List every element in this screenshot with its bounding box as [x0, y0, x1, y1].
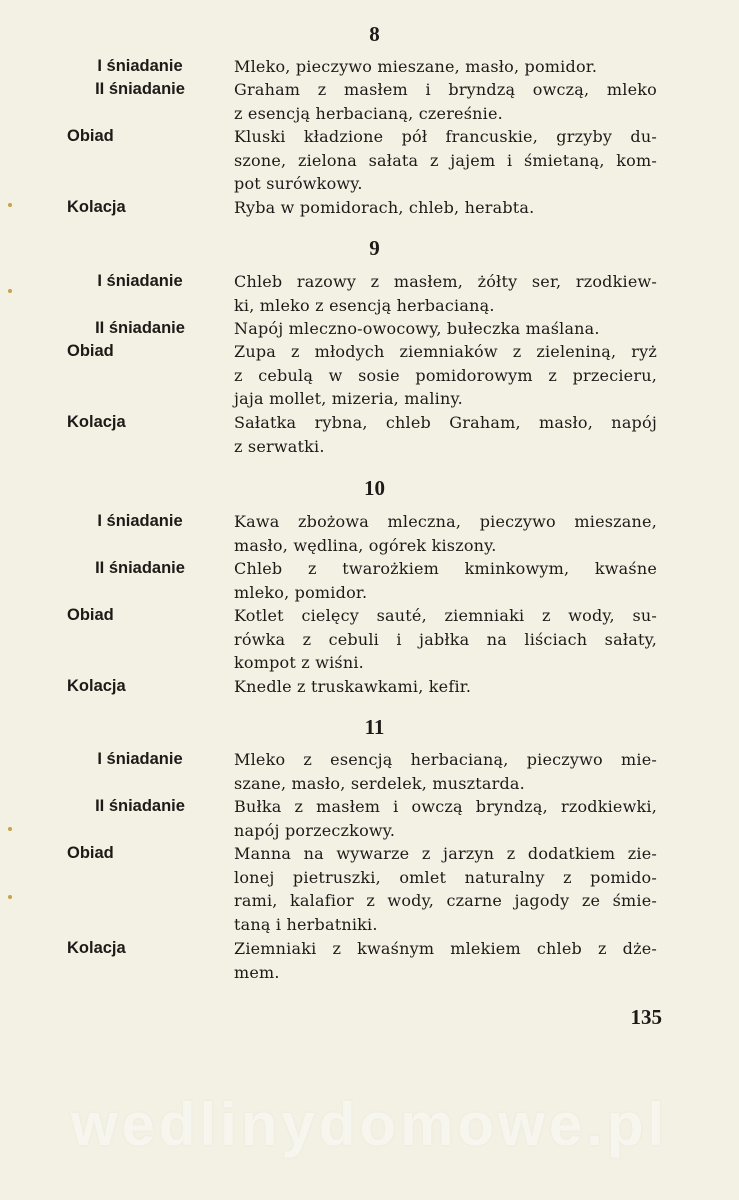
page-number: 135: [630, 1005, 662, 1029]
meal-label-dinner: Kolacja: [67, 677, 126, 695]
meal-description: [234, 748, 657, 795]
day-number: 8: [369, 22, 380, 46]
description-line: Kawa zbożowa mleczna, pieczywo mieszane,: [234, 512, 657, 531]
description-line: napój porzeczkowy.: [234, 820, 396, 840]
meal-label-lunch: Obiad: [67, 342, 114, 360]
description-line: Chleb z twarożkiem kminkowym, kwaśne: [234, 559, 657, 578]
description-line: Manna na wywarze z jarzyn z dodatkiem zie-: [234, 844, 657, 863]
description-line: Sałatka rybna, chleb Graham, masło, napój: [234, 413, 657, 432]
description-line: Napój mleczno-owocowy, bułeczka maślana.: [234, 319, 600, 338]
paper-speck: [8, 203, 12, 207]
description-line: masło, wędlina, ogórek kiszony.: [234, 535, 497, 555]
meal-description: [234, 557, 657, 604]
meal-description: [234, 675, 657, 699]
description-line: mem.: [234, 962, 280, 982]
description-line: lonej pietruszki, omlet naturalny z pomido-: [234, 867, 657, 887]
description-line: z serwatki.: [234, 436, 325, 456]
description-line: szane, masło, serdelek, musztarda.: [234, 773, 525, 793]
meal-label-lunch: Obiad: [67, 127, 114, 145]
description-line: mleko, pomidor.: [234, 582, 368, 602]
day-number: 11: [364, 715, 385, 739]
meal-description: [234, 78, 657, 125]
meal-description: [234, 270, 657, 317]
description-line: szone, zielona sałata z jajem i śmietaną, kom-: [234, 150, 657, 170]
description-line: Ryba w pomidorach, chleb, herabta.: [234, 198, 535, 217]
meal-label-breakfast1: I śniadanie: [97, 272, 183, 290]
description-line: ki, mleko z esencją herbacianą.: [234, 295, 495, 315]
watermark: wedlinydomowe.pl: [70, 1091, 669, 1158]
description-line: Mleko z esencją herbacianą, pieczywo mie-: [234, 750, 657, 769]
meal-description: [234, 125, 657, 196]
description-line: taną i herbatniki.: [234, 914, 378, 934]
description-line: rami, kalafior z wody, czarne jagody ze śmie-: [234, 891, 657, 910]
meal-label-breakfast1: I śniadanie: [97, 57, 183, 75]
meal-description: [234, 937, 657, 984]
description-line: Bułka z masłem i owczą bryndzą, rzodkiewki,: [234, 797, 657, 816]
meal-label-lunch: Obiad: [67, 844, 114, 862]
paper-speck: [8, 827, 12, 831]
meal-description: [234, 55, 657, 79]
description-line: Graham z masłem i bryndzą owczą, mleko: [234, 80, 657, 99]
description-line: z esencją herbacianą, czereśnie.: [234, 103, 503, 123]
description-line: jaja mollet, mizeria, maliny.: [234, 389, 463, 408]
meal-description: [234, 340, 657, 411]
meal-description: [234, 510, 657, 557]
meal-label-dinner: Kolacja: [67, 413, 126, 431]
description-line: pot surówkowy.: [234, 174, 363, 193]
meal-description: [234, 795, 657, 842]
meal-label-breakfast2: II śniadanie: [95, 559, 185, 577]
meal-description: [234, 842, 657, 936]
day-number: 9: [369, 236, 380, 260]
description-line: Mleko, pieczywo mieszane, masło, pomidor.: [234, 57, 598, 76]
meal-label-breakfast2: II śniadanie: [95, 797, 185, 815]
meal-description: [234, 604, 657, 675]
meal-label-breakfast1: I śniadanie: [97, 750, 183, 768]
description-line: Ziemniaki z kwaśnym mlekiem chleb z dże-: [234, 939, 657, 958]
meal-label-dinner: Kolacja: [67, 939, 126, 957]
meal-label-dinner: Kolacja: [67, 198, 126, 216]
meal-label-breakfast2: II śniadanie: [95, 319, 185, 337]
paper-speck: [8, 289, 12, 293]
description-line: Knedle z truskawkami, kefir.: [234, 677, 472, 696]
description-line: Kluski kładzione pół francuskie, grzyby du-: [234, 127, 657, 146]
description-line: kompot z wiśni.: [234, 653, 364, 672]
meal-description: [234, 317, 657, 341]
description-line: Kotlet cielęcy sauté, ziemniaki z wody, su-: [234, 606, 657, 625]
meal-label-breakfast1: I śniadanie: [97, 512, 183, 530]
description-line: Zupa z młodych ziemniaków z zieleniną, ryż: [234, 342, 657, 361]
description-line: Chleb razowy z masłem, żółty ser, rzodkiew-: [234, 272, 657, 291]
day-number: 10: [364, 476, 385, 500]
description-line: rówka z cebuli i jabłka na liściach sałaty,: [234, 629, 657, 649]
description-line: z cebulą w sosie pomidorowym z przecieru,: [234, 365, 657, 385]
meal-label-breakfast2: II śniadanie: [95, 80, 185, 98]
meal-description: [234, 411, 657, 458]
meal-description: [234, 196, 657, 220]
meal-label-lunch: Obiad: [67, 606, 114, 624]
paper-speck: [8, 895, 12, 899]
